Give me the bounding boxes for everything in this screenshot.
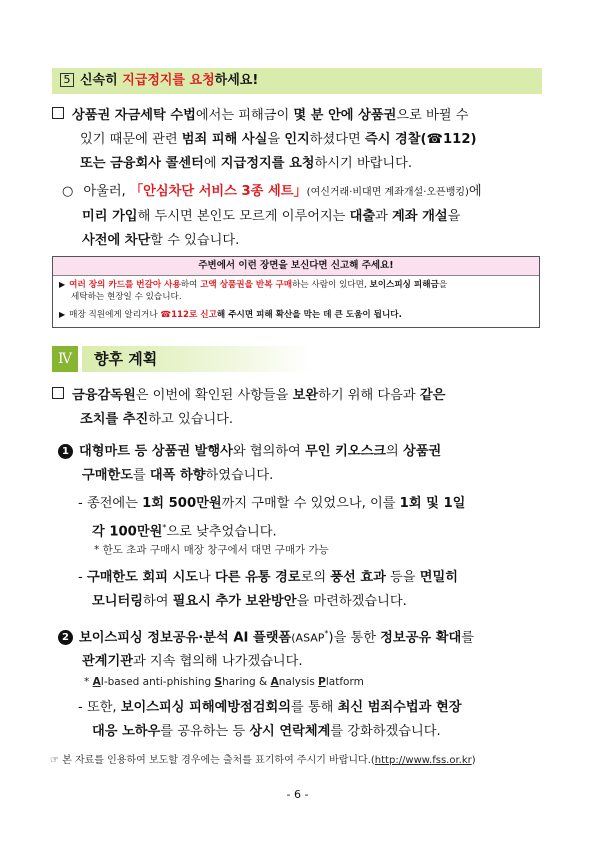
paragraph-safe-block-service: ○ 아울러, 「안심차단 서비스 3종 세트」(여신거래·비대면 계좌개설·오픈뱅킹)에 미리 가입해 두시면 본인도 모르게 이루어지는 대출과 계좌 개설을 사전에 차단할 수 있습니다. [62,184,482,248]
number-2-icon: 2 [58,630,73,645]
item-2-asap-platform: 2 보이스피싱 정보공유·분석 AI 플랫폼(ASAP*)을 통한 정보공유 확대를 관계기관과 지속 협의해 나가겠습니다. [58,622,550,674]
warning-line-1-cont: 세탁하는 현장일 수 있습니다. [71,292,182,302]
citation-note: ☞ 본 자료를 인용하여 보도할 경우에는 출처를 표기하여 주시기 바랍니다.(http://www.fss.or.kr) [50,755,476,766]
triangle-bullet-icon: ▶ [59,310,66,319]
item-1-note: * 한도 초과 구매시 매장 창구에서 대면 구매가 가능 [94,544,329,556]
triangle-bullet-icon: ▶ [59,280,66,289]
paragraph-fss-measures: 금융감독원은 이번에 확인된 사항들을 보완하기 위해 다음과 같은 조치를 추진하고 있습니다. [52,384,547,432]
number-1-icon: 1 [58,444,73,459]
item-1-detail-2: - 구매한도 회피 시도나 다른 유통 경로로의 풍선 효과 등을 면밀히 모니터링하여 필요시 추가 보완방안을 마련하겠습니다. [78,570,458,609]
circle-bullet-icon: ○ [62,184,74,199]
section-number: 5 [60,73,74,87]
square-bullet-icon [52,387,64,399]
section-roman-number: Ⅳ [52,346,78,372]
item-1-detail-1: - 종전에는 1회 500만원까지 구매할 수 있었으나, 이를 1회 및 1일 각 100만원*으로 낮추었습니다. [78,496,466,540]
fss-website-link[interactable]: http://www.fss.or.kr [374,755,472,766]
item-1-purchase-limit: 1 대형마트 등 상품권 발행사와 협의하여 무인 키오스크의 상품권 구매한도를 대폭 하향하였습니다. [58,440,548,488]
item-2-detail: - 또한, 보이스피싱 피해예방점검회의를 통해 최신 범죄수법과 현장 대응 노하우를 공유하는 등 상시 연락체계를 강화하겠습니다. [78,700,462,739]
section-4-header [52,346,312,372]
page-number: - 6 - [286,788,309,801]
warning-box [52,256,540,328]
warning-line-2: ▶ 매장 직원에게 알리거나 ☎112로 신고해 주시면 피해 확산을 막는 데 큰 도움이 됩니다. [59,310,402,320]
section-title: 향후 계획 [94,350,158,368]
warning-line-1: ▶ 여러 장의 카드를 번갈아 사용하여 고액 상품권을 반복 구매하는 사람이 있다면, 보이스피싱 피해금을 [59,280,448,290]
paragraph-fund-laundering: 상품권 자금세탁 수법에서는 피해금이 몇 분 안에 상품권으로 바뀔 수 있기 때문에 관련 범죄 피해 사실을 인지하셨다면 즉시 경찰(☎112) 또는 금융회사 콜센터에 지급정지를 요청하시기 바랍니다. [52,104,547,176]
item-2-note-asap-definition: * AI-based anti-phishing Sharing & Analysis Platform [84,676,364,688]
warning-box-title: 주변에서 이런 장면을 보신다면 신고해 주세요! [53,257,539,276]
section-5-header: 5 신속히 지급정지를 요청하세요! [52,68,542,94]
square-bullet-icon [52,107,64,119]
pointing-hand-icon: ☞ [50,755,59,766]
